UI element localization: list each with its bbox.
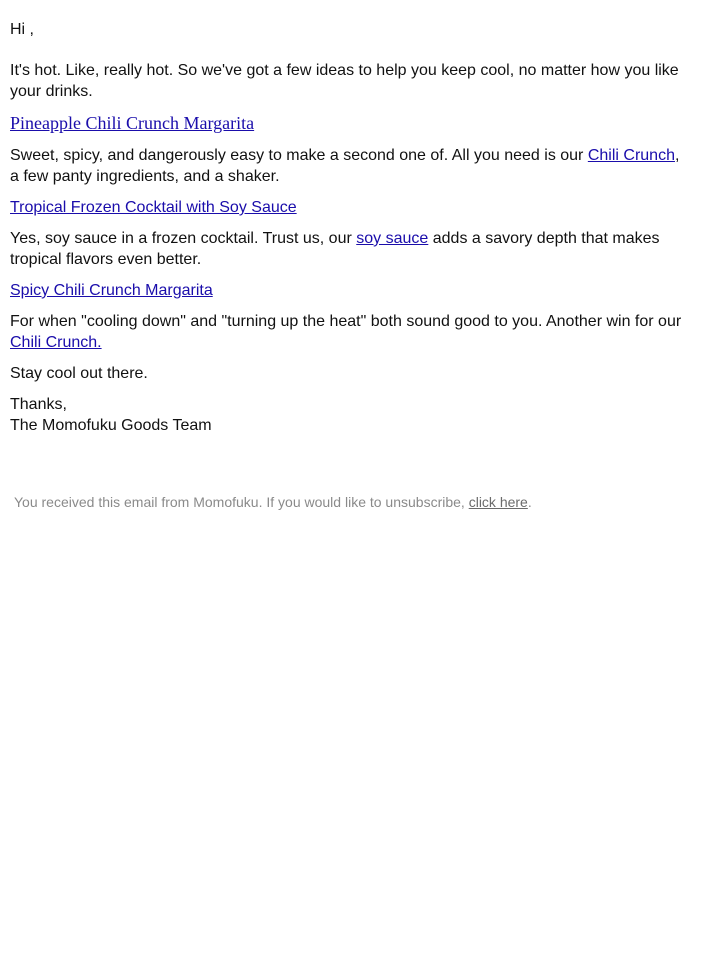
recipe-1-text-after: , a few panty ingredients, and a shaker.	[10, 147, 680, 185]
recipe-2-description	[10, 228, 690, 270]
recipe-2-text-after: adds a savory depth that makes tropical flavors even better.	[10, 230, 660, 268]
recipe-3-text-before: For when "cooling down" and "turning up the heat" both sound good to you. Another win for our	[10, 313, 682, 330]
intro-paragraph: It's hot. Like, really hot. So we've got a few ideas to help you keep cool, no matter how you like your drinks.	[10, 62, 679, 100]
chili-crunch-link[interactable]: Chili Crunch	[587, 147, 675, 164]
recipe-3	[10, 280, 690, 301]
footer-unsubscribe-notice	[10, 493, 690, 511]
signoff-block	[10, 394, 690, 436]
footer-text: You received this email from Momofuku. If you would like to unsubscribe,	[14, 494, 469, 510]
chili-crunch-link-2[interactable]: Chili Crunch.	[10, 334, 102, 351]
recipe-2	[10, 197, 690, 218]
recipe-3-description	[10, 311, 690, 353]
signature: The Momofuku Goods Team	[10, 417, 212, 434]
recipe-link-spicy-chili-crunch-margarita[interactable]: Spicy Chili Crunch Margarita	[10, 282, 213, 299]
recipe-2-text-before: Yes, soy sauce in a frozen cocktail. Trust us, our	[10, 230, 357, 247]
recipe-link-tropical-frozen-cocktail[interactable]: Tropical Frozen Cocktail with Soy Sauce	[10, 199, 297, 216]
signoff: Thanks,	[10, 396, 67, 413]
recipe-1-text-before: Sweet, spicy, and dangerously easy to make a second one of. All you need is our	[10, 147, 588, 164]
closing-line: Stay cool out there.	[10, 365, 148, 382]
unsubscribe-link[interactable]: click here	[468, 494, 528, 510]
recipe-1	[10, 112, 690, 135]
recipe-link-pineapple-chili-crunch-margarita[interactable]: Pineapple Chili Crunch Margarita	[10, 113, 255, 133]
greeting: Hi ,	[10, 21, 34, 38]
recipe-1-description	[10, 145, 690, 187]
footer-period: .	[527, 494, 532, 510]
soy-sauce-link[interactable]: soy sauce	[356, 230, 429, 247]
